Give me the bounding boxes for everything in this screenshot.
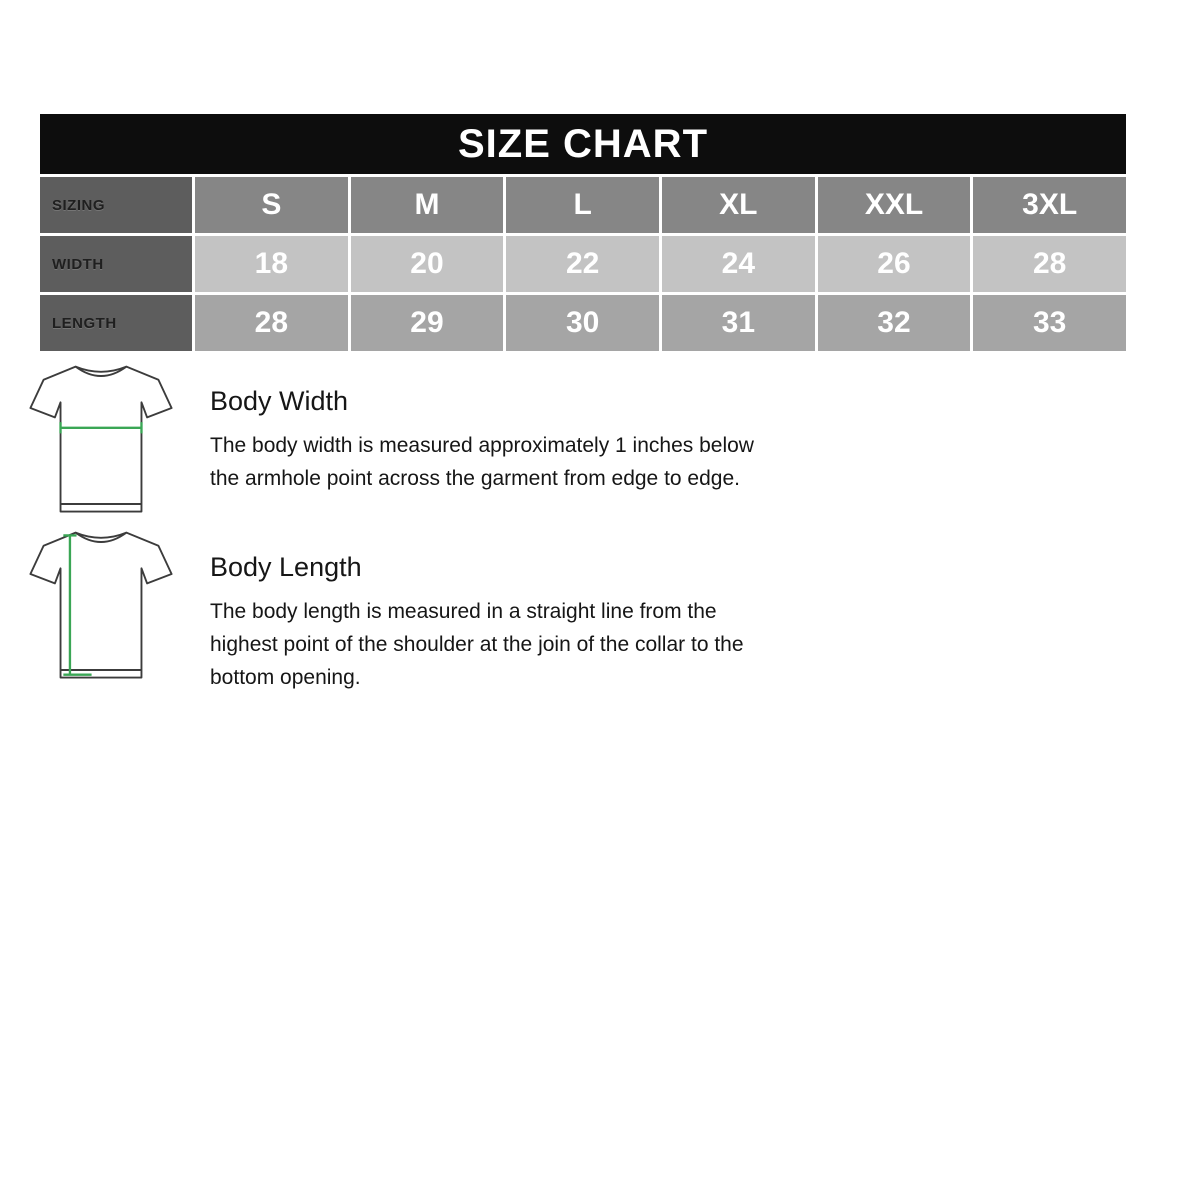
size-cell: XXL <box>818 177 971 233</box>
size-chart-title: SIZE CHART <box>40 114 1126 174</box>
size-cell: XL <box>662 177 815 233</box>
length-cell: 30 <box>506 295 659 351</box>
tshirt-width-measure-icon <box>25 360 177 520</box>
row-label-length: LENGTH <box>40 295 192 351</box>
width-cell: 20 <box>351 236 504 292</box>
length-cell: 31 <box>662 295 815 351</box>
body-width-description: The body width is measured approximately 1 inches below the armhole point across the garment from edge to edge. <box>210 434 754 490</box>
body-width-heading: Body Width <box>210 386 349 416</box>
body-length-description: The body length is measured in a straight line from the highest point of the shoulder at the join of the collar to the bottom opening. <box>210 600 744 689</box>
size-cell: S <box>195 177 348 233</box>
length-cell: 33 <box>973 295 1126 351</box>
size-cell: L <box>506 177 659 233</box>
body-length-heading: Body Length <box>210 552 362 582</box>
width-cell: 24 <box>662 236 815 292</box>
length-cell: 28 <box>195 295 348 351</box>
width-cell: 22 <box>506 236 659 292</box>
tshirt-length-measure-icon <box>25 526 177 686</box>
width-cell: 18 <box>195 236 348 292</box>
length-cell: 29 <box>351 295 504 351</box>
size-cell: M <box>351 177 504 233</box>
body-width-info <box>210 386 775 495</box>
size-chart-table <box>40 114 1126 351</box>
width-cell: 26 <box>818 236 971 292</box>
row-label-width: WIDTH <box>40 236 192 292</box>
width-cell: 28 <box>973 236 1126 292</box>
length-cell: 32 <box>818 295 971 351</box>
size-cell: 3XL <box>973 177 1126 233</box>
body-length-info <box>210 552 775 694</box>
row-label-sizing: SIZING <box>40 177 192 233</box>
